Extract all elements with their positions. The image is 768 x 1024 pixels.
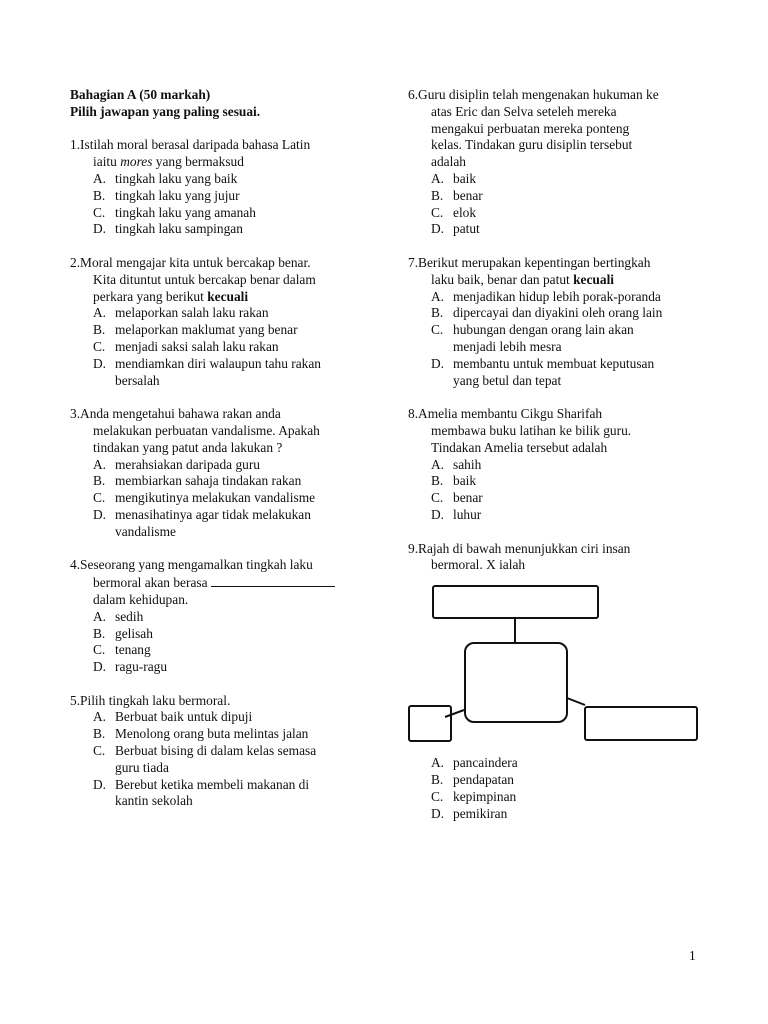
option-text: Berbuat baik untuk dipuji: [115, 709, 253, 725]
option-letter: C.: [93, 338, 106, 354]
question-1: [70, 137, 370, 238]
option-a: [431, 289, 708, 306]
option-text: melaporkan maklumat yang benar: [115, 322, 298, 338]
question-stem-line: tindakan yang patut anda lakukan ?: [93, 439, 283, 455]
option-b: [93, 188, 370, 205]
question-5: [70, 693, 370, 811]
question-stem-line: Rajah di bawah menunjukkan ciri insan: [418, 540, 631, 556]
section-title: Bahagian A (50 markah): [70, 87, 211, 102]
option-text-continued: menjadi lebih mesra: [453, 338, 562, 354]
question-stem-line: mengakui perbuatan mereka ponteng: [431, 120, 630, 136]
question-stem-text: yang bermaksud: [152, 154, 244, 170]
question-stem-line: Guru disiplin telah mengenakan hukuman ke: [418, 87, 659, 102]
option-letter: B.: [93, 625, 106, 641]
option-d: [93, 777, 370, 811]
option-letter: C.: [93, 490, 106, 506]
option-letter: A.: [93, 305, 107, 321]
option-text: benar: [453, 490, 483, 506]
option-a: [93, 457, 370, 474]
question-number: 1.: [70, 137, 81, 153]
answer-options: [408, 171, 708, 238]
section-instruction: Pilih jawapan yang paling sesuai.: [70, 103, 261, 119]
connector-right: [567, 698, 585, 705]
option-c: [93, 642, 370, 659]
question-8: [408, 406, 708, 524]
option-letter: D.: [93, 659, 107, 675]
option-d: [431, 356, 708, 390]
option-text: Berebut ketika membeli makanan di: [115, 776, 310, 792]
question-stem-line: dalam kehidupan.: [93, 591, 189, 607]
option-letter: A.: [431, 170, 445, 186]
keyword-kecuali: kecuali: [573, 271, 615, 287]
option-text: gelisah: [115, 625, 153, 641]
option-text-continued: vandalisme: [115, 523, 176, 539]
option-text: tingkah laku yang baik: [115, 170, 238, 186]
question-number: 2.: [70, 254, 81, 270]
question-number: 4.: [70, 557, 81, 573]
question-number: 6.: [408, 87, 419, 102]
option-letter: A.: [93, 608, 107, 624]
option-letter: C.: [93, 642, 106, 658]
question-number: 8.: [408, 406, 419, 422]
option-c: [93, 205, 370, 222]
option-letter: B.: [431, 305, 444, 321]
question-6: [408, 87, 708, 238]
option-letter: B.: [93, 187, 106, 203]
option-b: [431, 473, 708, 490]
option-letter: B.: [431, 771, 444, 787]
option-c: [431, 322, 708, 356]
option-text: tingkah laku yang jujur: [115, 187, 240, 203]
question-number: 3.: [70, 406, 81, 422]
option-text: Berbuat bising di dalam kelas semasa: [115, 743, 317, 759]
option-letter: A.: [431, 456, 445, 472]
option-d: [93, 507, 370, 541]
option-letter: D.: [431, 506, 445, 522]
diagram-box-left: [408, 705, 452, 742]
question-stem-line: bermoral. X ialah: [431, 557, 526, 573]
question-number: 5.: [70, 692, 81, 708]
option-letter: C.: [431, 788, 444, 804]
diagram-box-right: [584, 706, 698, 741]
option-b: [93, 322, 370, 339]
option-text: menjadi saksi salah laku rakan: [115, 338, 279, 354]
option-text: tenang: [115, 642, 151, 658]
option-letter: A.: [431, 288, 445, 304]
option-text: tingkah laku yang amanah: [115, 204, 256, 220]
question-stem-line: kelas. Tindakan guru disiplin tersebut: [431, 137, 633, 153]
option-a: [93, 609, 370, 626]
option-text: luhur: [453, 506, 482, 522]
option-letter: D.: [93, 776, 107, 792]
option-text: dipercayai dan diyakini oleh orang lain: [453, 305, 663, 321]
option-b: [93, 726, 370, 743]
option-letter: B.: [431, 187, 444, 203]
option-c: [93, 490, 370, 507]
option-text: elok: [453, 204, 477, 220]
question-stem-text: iaitu: [93, 154, 121, 170]
left-column: [70, 87, 370, 827]
answer-options: [70, 305, 370, 389]
option-text: ragu-ragu: [115, 659, 168, 675]
option-c: [93, 743, 370, 777]
option-d: [93, 659, 370, 676]
option-letter: B.: [431, 473, 444, 489]
option-letter: C.: [93, 204, 106, 220]
question-4: [70, 557, 370, 676]
option-letter: D.: [93, 506, 107, 522]
question-3: [70, 406, 370, 540]
option-text: menasihatinya agar tidak melakukan: [115, 506, 311, 522]
question-stem-line: Amelia membantu Cikgu Sharifah: [418, 406, 603, 422]
option-letter: D.: [93, 221, 107, 237]
option-d: [431, 507, 708, 524]
option-letter: D.: [431, 355, 445, 371]
answer-options: [70, 171, 370, 238]
option-text: merahsiakan daripada guru: [115, 456, 261, 472]
question-stem-line: Tindakan Amelia tersebut adalah: [431, 439, 608, 455]
moral-traits-diagram: [408, 580, 708, 755]
option-d: [93, 221, 370, 238]
option-text: membiarkan sahaja tindakan rakan: [115, 473, 302, 489]
option-letter: A.: [93, 709, 107, 725]
option-text: kepimpinan: [453, 788, 517, 804]
option-letter: D.: [93, 355, 107, 371]
question-stem-line: Istilah moral berasal daripada bahasa Latin: [80, 137, 311, 153]
option-b: [431, 305, 708, 322]
option-text: menjadikan hidup lebih porak-poranda: [453, 288, 661, 304]
question-7: [408, 255, 708, 389]
option-text: melaporkan salah laku rakan: [115, 305, 269, 321]
answer-options: [70, 609, 370, 676]
question-9: [408, 541, 708, 823]
option-text-continued: guru tiada: [115, 759, 169, 775]
option-text: pancaindera: [453, 755, 518, 771]
option-text: sahih: [453, 456, 482, 472]
option-letter: A.: [93, 170, 107, 186]
question-stem-text: laku baik, benar dan patut: [431, 271, 574, 287]
question-stem-line: Berikut merupakan kepentingan bertingkah: [418, 254, 651, 270]
question-stem-line: Kita dituntut untuk bercakap benar dalam: [93, 271, 316, 287]
answer-options: [408, 289, 708, 390]
option-d: [431, 806, 708, 823]
option-text: membantu untuk membuat keputusan: [453, 355, 655, 371]
option-letter: C.: [431, 204, 444, 220]
page-number: 1: [689, 948, 696, 963]
question-stem-text: bermoral akan berasa: [93, 575, 211, 591]
option-text: patut: [453, 221, 480, 237]
option-letter: B.: [93, 473, 106, 489]
keyword-kecuali: kecuali: [207, 288, 249, 304]
option-text: mengikutinya melakukan vandalisme: [115, 490, 316, 506]
option-c: [431, 490, 708, 507]
option-text: sedih: [115, 608, 144, 624]
option-text: baik: [453, 473, 477, 489]
right-column: [408, 87, 708, 839]
option-letter: C.: [431, 490, 444, 506]
option-letter: C.: [93, 743, 106, 759]
question-stem-line: adalah: [431, 154, 466, 170]
option-a: [431, 171, 708, 188]
option-letter: A.: [431, 755, 445, 771]
option-a: [93, 709, 370, 726]
question-stem-line: membawa buku latihan ke bilik guru.: [431, 422, 632, 438]
option-letter: A.: [93, 456, 107, 472]
question-stem-line: Seseorang yang mengamalkan tingkah laku: [80, 557, 313, 573]
answer-options: [408, 457, 708, 524]
option-letter: D.: [431, 221, 445, 237]
option-text: pendapatan: [453, 771, 514, 787]
option-b: [431, 772, 708, 789]
latin-term: mores: [120, 154, 153, 170]
question-stem-line: melakukan perbuatan vandalisme. Apakah: [93, 422, 320, 438]
option-text: benar: [453, 187, 483, 203]
option-text-continued: yang betul dan tepat: [453, 372, 562, 388]
option-letter: C.: [431, 322, 444, 338]
question-2: [70, 255, 370, 389]
option-text: baik: [453, 170, 477, 186]
option-a: [93, 305, 370, 322]
question-number: 7.: [408, 254, 419, 270]
question-stem-line: Pilih tingkah laku bermoral.: [80, 692, 231, 708]
diagram-box-center: [464, 642, 568, 723]
option-text: hubungan dengan orang lain akan: [453, 322, 634, 338]
option-letter: B.: [93, 726, 106, 742]
option-letter: B.: [93, 322, 106, 338]
option-text: Menolong orang buta melintas jalan: [115, 726, 309, 742]
option-b: [431, 188, 708, 205]
diagram-box-top: [432, 585, 599, 619]
option-c: [431, 205, 708, 222]
question-stem-line: atas Eric dan Selva seteleh mereka: [431, 103, 617, 119]
option-text: tingkah laku sampingan: [115, 221, 243, 237]
option-a: [93, 171, 370, 188]
answer-options: [70, 709, 370, 810]
question-stem-line: Moral mengajar kita untuk bercakap benar.: [80, 254, 311, 270]
option-text: pemikiran: [453, 805, 508, 821]
option-letter: D.: [431, 805, 445, 821]
option-b: [93, 473, 370, 490]
answer-options: [70, 457, 370, 541]
option-text-continued: bersalah: [115, 372, 160, 388]
answer-options: [408, 755, 708, 822]
option-d: [93, 356, 370, 390]
fill-in-blank: [211, 574, 335, 587]
option-text-continued: kantin sekolah: [115, 793, 193, 809]
question-stem-text: perkara yang berikut: [93, 288, 208, 304]
option-b: [93, 626, 370, 643]
option-d: [431, 221, 708, 238]
option-a: [431, 457, 708, 474]
option-c: [431, 789, 708, 806]
option-c: [93, 339, 370, 356]
question-number: 9.: [408, 540, 419, 556]
option-text: mendiamkan diri walaupun tahu rakan: [115, 355, 321, 371]
option-a: [431, 755, 708, 772]
question-stem-line: Anda mengetahui bahawa rakan anda: [80, 406, 281, 422]
